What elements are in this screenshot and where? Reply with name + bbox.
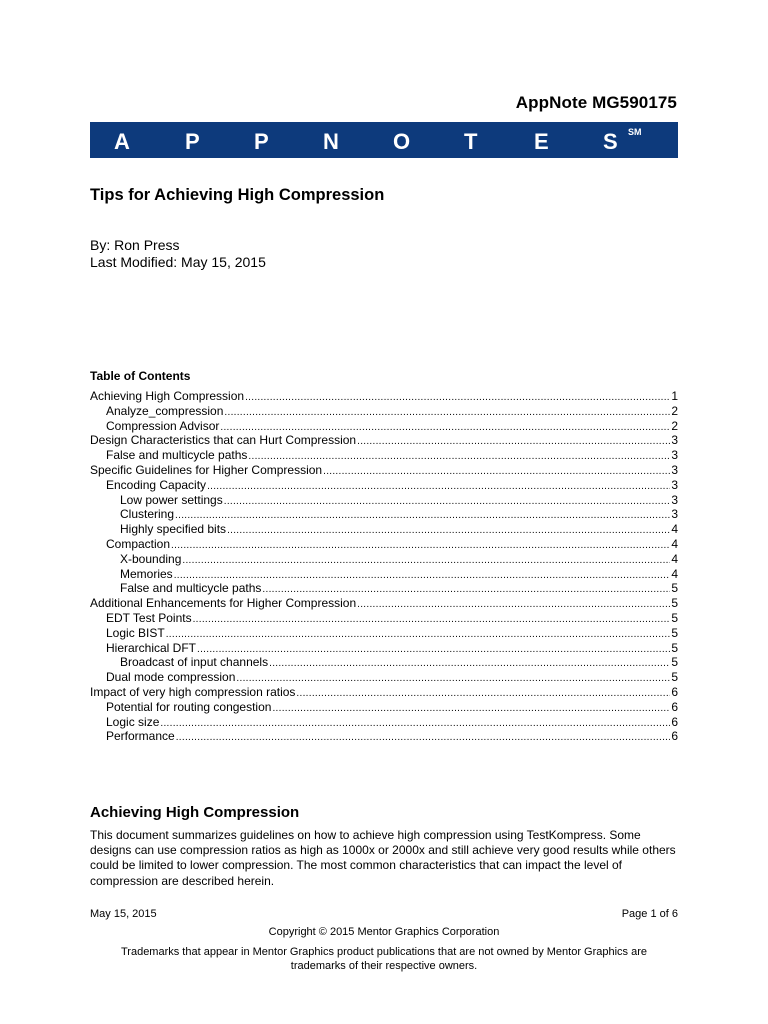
toc-entry-label: False and multicycle paths — [106, 448, 248, 463]
table-of-contents — [90, 389, 678, 744]
banner-letter: N — [323, 129, 339, 154]
toc-dot-leader — [176, 731, 671, 746]
toc-entry[interactable] — [90, 433, 678, 448]
toc-entry-label: Analyze_compression — [106, 403, 224, 418]
toc-entry-page: 4 — [671, 566, 678, 581]
toc-entry[interactable] — [90, 729, 678, 744]
toc-dot-leader — [357, 598, 670, 613]
toc-entry[interactable] — [90, 596, 678, 611]
toc-entry-label: False and multicycle paths — [120, 581, 262, 596]
toc-entry-page: 5 — [671, 610, 678, 625]
toc-entry[interactable] — [90, 537, 678, 552]
toc-entry-page: 5 — [671, 596, 678, 611]
toc-dot-leader — [224, 495, 671, 510]
toc-entry[interactable] — [90, 700, 678, 715]
footer-date: May 15, 2015 — [90, 908, 157, 920]
toc-entry-label: Compression Advisor — [106, 418, 220, 433]
toc-entry[interactable] — [90, 522, 678, 537]
toc-entry[interactable] — [90, 715, 678, 730]
toc-entry[interactable] — [90, 389, 678, 404]
toc-entry-page: 6 — [671, 729, 678, 744]
trademark-notice: Trademarks that appear in Mentor Graphics product publications that are not owned by Mentor Graphics are trademarks of their respective owners. — [120, 946, 648, 972]
banner-letter: T — [464, 129, 478, 154]
document-title: Tips for Achieving High Compression — [90, 186, 385, 204]
toc-entry-page: 6 — [671, 699, 678, 714]
section-body: This document summarizes guidelines on how to achieve high compression using TestKompress. Some designs can use compression ratios as high as 1000x or 2000x and still achieve very good results while others could be limited to lower compression. The most common characteristics that can impact the level of compression are described herein. — [90, 828, 676, 888]
toc-dot-leader — [175, 509, 670, 524]
toc-entry-page: 3 — [671, 507, 678, 522]
banner-letter: E — [534, 129, 549, 154]
toc-entry-label: X-bounding — [120, 551, 182, 566]
toc-dot-leader — [245, 391, 670, 406]
toc-entry-label: Design Characteristics that can Hurt Compression — [90, 433, 357, 448]
last-modified: Last Modified: May 15, 2015 — [90, 254, 266, 270]
toc-entry-label: EDT Test Points — [106, 610, 192, 625]
toc-entry-page: 5 — [671, 625, 678, 640]
toc-dot-leader — [236, 672, 670, 687]
toc-entry-page: 6 — [671, 714, 678, 729]
banner-letter: S — [603, 129, 618, 154]
toc-entry-page: 3 — [671, 433, 678, 448]
toc-entry-page: 4 — [671, 536, 678, 551]
toc-entry-page: 3 — [671, 492, 678, 507]
banner-letter: P — [185, 129, 200, 154]
banner-letter: A — [114, 129, 130, 154]
toc-entry[interactable] — [90, 581, 678, 596]
toc-dot-leader — [171, 539, 670, 554]
footer-page-number: Page 1 of 6 — [621, 908, 678, 920]
toc-entry[interactable] — [90, 670, 678, 685]
toc-entry-page: 5 — [671, 581, 678, 596]
toc-entry[interactable] — [90, 419, 678, 434]
toc-heading: Table of Contents — [90, 369, 191, 383]
toc-entry[interactable] — [90, 655, 678, 670]
toc-entry[interactable] — [90, 552, 678, 567]
toc-entry-page: 3 — [671, 477, 678, 492]
toc-entry[interactable] — [90, 463, 678, 478]
toc-entry-page: 2 — [671, 403, 678, 418]
toc-entry-label: Impact of very high compression ratios — [90, 684, 296, 699]
toc-dot-leader — [160, 717, 670, 732]
toc-entry-label: Additional Enhancements for Higher Compression — [90, 596, 357, 611]
toc-dot-leader — [224, 406, 670, 421]
toc-dot-leader — [323, 465, 670, 480]
toc-entry[interactable] — [90, 641, 678, 656]
toc-entry[interactable] — [90, 478, 678, 493]
copyright-notice: Copyright © 2015 Mentor Graphics Corporation — [268, 926, 500, 938]
toc-entry-page: 5 — [671, 670, 678, 685]
toc-entry-label: Dual mode compression — [106, 670, 236, 685]
section-heading: Achieving High Compression — [90, 804, 300, 821]
toc-entry-page: 6 — [671, 684, 678, 699]
toc-entry-label: Highly specified bits — [120, 522, 227, 537]
banner-letter: P — [254, 129, 269, 154]
toc-entry-label: Achieving High Compression — [90, 389, 245, 403]
toc-entry-label: Performance — [106, 729, 175, 744]
toc-entry-label: Low power settings — [120, 492, 223, 507]
toc-dot-leader — [182, 554, 670, 569]
toc-dot-leader — [269, 657, 670, 672]
toc-dot-leader — [272, 702, 670, 717]
toc-entry-label: Broadcast of input channels — [120, 655, 269, 670]
toc-entry[interactable] — [90, 626, 678, 641]
byline — [90, 237, 266, 271]
toc-dot-leader — [357, 435, 670, 450]
toc-entry-label: Memories — [120, 566, 173, 581]
toc-entry-label: Potential for routing congestion — [106, 699, 272, 714]
toc-entry-page: 2 — [671, 418, 678, 433]
toc-entry[interactable] — [90, 507, 678, 522]
toc-entry-label: Specific Guidelines for Higher Compression — [90, 462, 323, 477]
toc-entry-label: Hierarchical DFT — [106, 640, 197, 655]
banner-letter: O — [393, 129, 411, 154]
toc-entry-page: 5 — [671, 640, 678, 655]
appnotes-banner — [90, 122, 678, 158]
toc-entry[interactable] — [90, 567, 678, 582]
toc-entry-page: 5 — [671, 655, 678, 670]
appnote-id: AppNote MG590175 — [515, 93, 677, 112]
toc-entry-label: Clustering — [120, 507, 175, 522]
toc-entry-label: Logic size — [106, 714, 160, 729]
toc-entry-page: 4 — [671, 522, 678, 537]
service-mark: SM — [628, 127, 642, 137]
toc-entry-page: 1 — [671, 389, 678, 403]
toc-entry[interactable] — [90, 448, 678, 463]
toc-entry-page: 3 — [671, 462, 678, 477]
toc-dot-leader — [193, 613, 671, 628]
toc-dot-leader — [207, 480, 670, 495]
toc-dot-leader — [166, 628, 671, 643]
toc-entry-label: Encoding Capacity — [106, 477, 207, 492]
toc-entry-label: Logic BIST — [106, 625, 165, 640]
toc-entry[interactable] — [90, 611, 678, 626]
toc-entry[interactable] — [90, 493, 678, 508]
toc-entry[interactable] — [90, 685, 678, 700]
toc-entry-page: 3 — [671, 448, 678, 463]
toc-entry-page: 4 — [671, 551, 678, 566]
toc-entry-label: Compaction — [106, 536, 171, 551]
author: By: Ron Press — [90, 237, 180, 253]
toc-entry[interactable] — [90, 404, 678, 419]
toc-dot-leader — [227, 524, 670, 539]
toc-dot-leader — [296, 687, 670, 702]
